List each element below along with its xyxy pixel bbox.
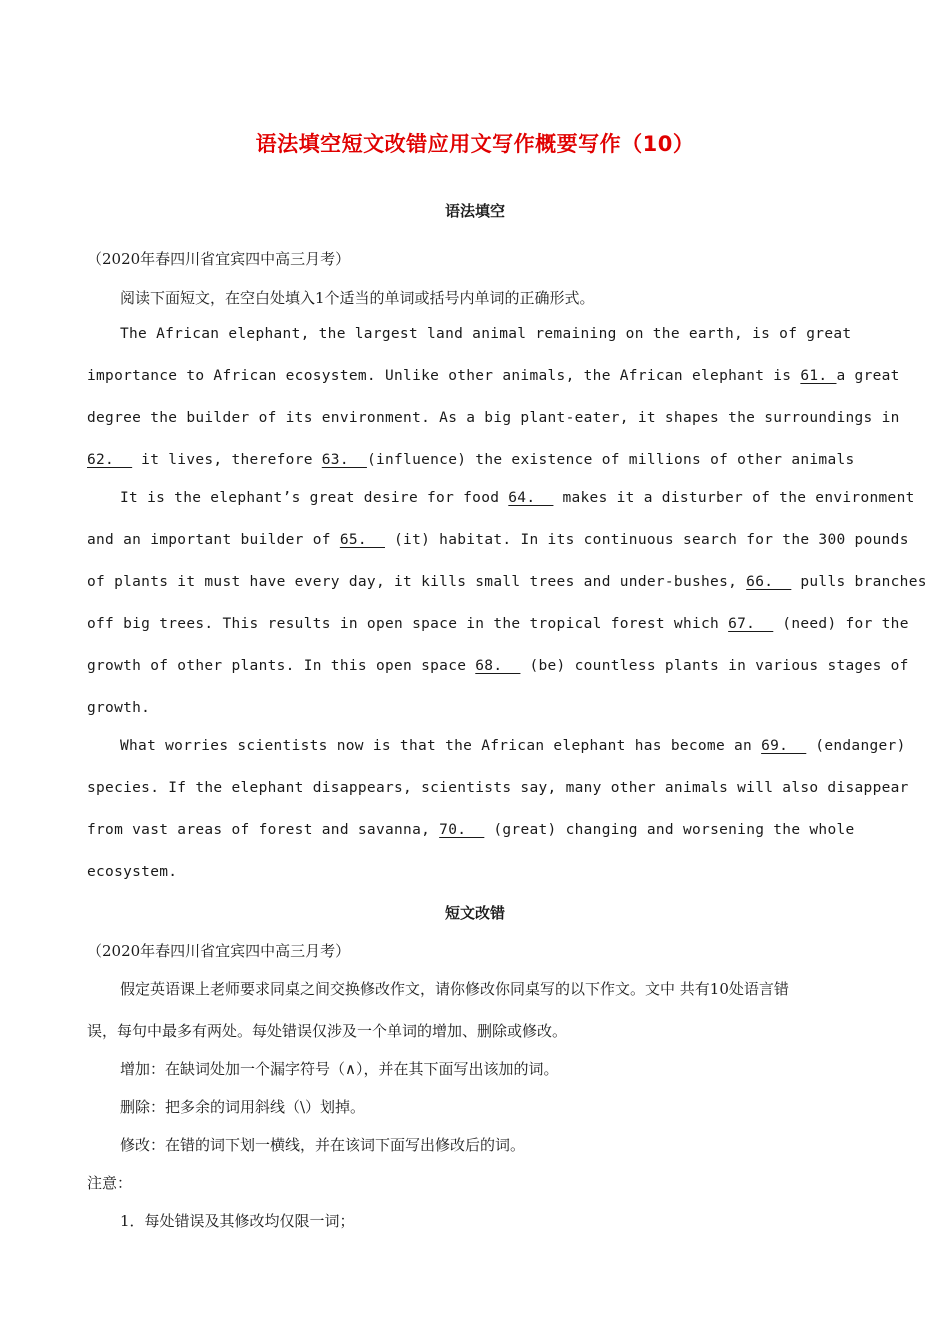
passage-line: ecosystem. [87,864,178,880]
passage-line: and an important builder of 65. (it) habitat. In its continuous search for the 300 pounds [87,532,909,548]
blank-63[interactable]: 63. [321,452,367,468]
passage-line: from vast areas of forest and savanna, 70. (great) changing and worsening the whole [87,822,855,838]
instruction-text: 假定英语课上老师要求同桌之间交换修改作文，请你修改你同桌写的以下作文。文中 共有10处语言错 [120,980,789,998]
section-heading-error-correction: 短文改错 [444,904,505,922]
passage-line: off big trees. This results in open space in the tropical forest which 67. (need) for the [87,616,909,632]
rule-add: 增加：在缺词处加一个漏字符号（∧），并在其下面写出该加的词。 [120,1060,559,1078]
rule-modify: 修改：在错的词下划一横线，并在该词下面写出修改后的词。 [120,1136,526,1154]
source-note: （2020年春四川省宜宾四中高三月考） [87,250,351,268]
blank-62[interactable]: 62. [87,452,133,468]
passage-line: It is the elephant’s great desire for food 64. makes it a disturber of the environment [120,490,915,506]
passage-line: of plants it must have every day, it kills small trees and under-bushes, 66. pulls branches [87,574,927,590]
passage-line: growth. [87,700,151,716]
blank-70[interactable]: 70. [439,822,485,838]
passage-line: importance to African ecosystem. Unlike other animals, the African elephant is 61. a great [87,368,900,384]
blank-69[interactable]: 69. [761,738,807,754]
passage-line: 62. it lives, therefore 63. (influence) the existence of millions of other animals [87,452,855,468]
rule-delete: 删除：把多余的词用斜线（\）划掉。 [120,1098,366,1116]
note-label: 注意： [87,1174,133,1192]
blank-65[interactable]: 65. [339,532,385,548]
instruction-text: 阅读下面短文，在空白处填入1个适当的单词或括号内单词的正确形式。 [120,289,595,307]
blank-61[interactable]: 61. [800,368,837,384]
passage-line: The African elephant, the largest land animal remaining on the earth, is of great [120,326,852,342]
page-title: 语法填空短文改错应用文写作概要写作（10） [255,132,695,156]
blank-64[interactable]: 64. [508,490,554,506]
blank-66[interactable]: 66. [746,574,792,590]
passage-line: growth of other plants. In this open space 68. (be) countless plants in various stages of [87,658,909,674]
source-note: （2020年春四川省宜宾四中高三月考） [87,942,351,960]
passage-line: What worries scientists now is that the African elephant has become an 69. (endanger) [120,738,906,754]
passage-line: degree the builder of its environment. As a big plant-eater, it shapes the surroundings in [87,410,900,426]
section-heading-grammar-fill: 语法填空 [444,202,505,220]
blank-67[interactable]: 67. [728,616,774,632]
instruction-text: 误，每句中最多有两处。每处错误仅涉及一个单词的增加、删除或修改。 [87,1022,568,1040]
passage-line: species. If the elephant disappears, scientists say, many other animals will also disappear [87,780,909,796]
blank-68[interactable]: 68. [475,658,521,674]
note-item: 1．每处错误及其修改均仅限一词； [120,1212,355,1230]
